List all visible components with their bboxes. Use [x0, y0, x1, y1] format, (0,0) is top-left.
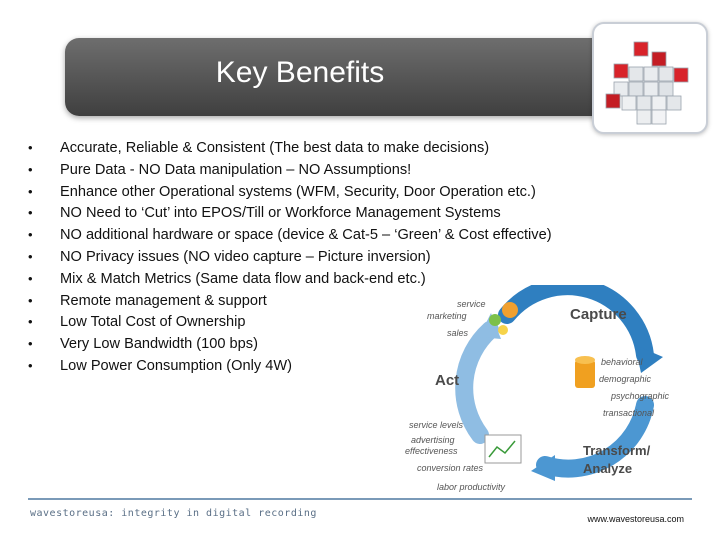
list-item: • Very Low Bandwidth (100 bps)	[28, 333, 552, 355]
footer-logo: wavestoreusa: integrity in digital recording	[30, 508, 317, 519]
database-icon	[575, 356, 595, 388]
bullet-icon: •	[28, 270, 33, 286]
bullet-icon: •	[28, 314, 33, 330]
capture-label: Capture	[570, 306, 627, 323]
act-label: Act	[435, 372, 460, 389]
cube-stack-icon	[594, 24, 706, 132]
bullet-icon: •	[28, 336, 33, 352]
list-item: • Low Power Consumption (Only 4W)	[28, 355, 552, 377]
list-item: • Accurate, Reliable & Consistent (The best data to make decisions)	[28, 137, 552, 159]
bullet-icon: •	[28, 248, 33, 264]
bullet-icon: •	[28, 183, 33, 199]
marketing-label: marketing	[427, 311, 467, 321]
slide-title: Key Benefits	[215, 56, 385, 89]
sales-label: sales	[447, 328, 469, 338]
service-label: service	[457, 299, 486, 309]
list-item: • Remote management & support	[28, 290, 552, 312]
bullet-icon: •	[28, 205, 33, 221]
service-levels-label: service levels	[409, 420, 464, 430]
psychographic-label: psychographic	[611, 391, 670, 401]
act-arrow	[464, 330, 490, 435]
labor-productivity-label: labor productivity	[437, 482, 506, 492]
bullet-icon: •	[28, 292, 33, 308]
footer-url: www.wavestoreusa.com	[587, 514, 684, 524]
effectiveness-label: effectiveness	[405, 446, 458, 456]
transactional-label: transactional	[603, 408, 655, 418]
footer-divider	[28, 498, 692, 500]
list-item: • Low Total Cost of Ownership	[28, 311, 552, 333]
bullet-icon: •	[28, 140, 33, 155]
list-item: • Mix & Match Metrics (Same data flow and back-end etc.)	[28, 268, 552, 290]
conversion-rates-label: conversion rates	[417, 463, 484, 473]
transform-label: Transform/	[583, 443, 651, 458]
bullet-icon: •	[28, 227, 33, 243]
list-item: • NO Need to ‘Cut’ into EPOS/Till or Workforce Management Systems	[28, 202, 552, 224]
bullet-icon: •	[28, 357, 33, 373]
cube-logo-frame	[592, 22, 708, 134]
list-item: • Enhance other Operational systems (WFM, Security, Door Operation etc.)	[28, 181, 552, 203]
list-item: • NO additional hardware or space (device & Cat-5 – ‘Green’ & Cost effective)	[28, 224, 552, 246]
report-icon	[485, 435, 521, 463]
list-item: • Pure Data - NO Data manipulation – NO Assumptions!	[28, 159, 552, 181]
demographic-label: demographic	[599, 374, 652, 384]
list-item: • NO Privacy issues (NO video capture – Picture inversion)	[28, 246, 552, 268]
capture-transform-act-diagram	[395, 285, 715, 495]
advertising-label: advertising	[411, 435, 455, 445]
analyze-label: Analyze	[583, 461, 633, 476]
bullet-icon: •	[28, 161, 33, 177]
behavioral-label: behavioral	[601, 357, 643, 367]
